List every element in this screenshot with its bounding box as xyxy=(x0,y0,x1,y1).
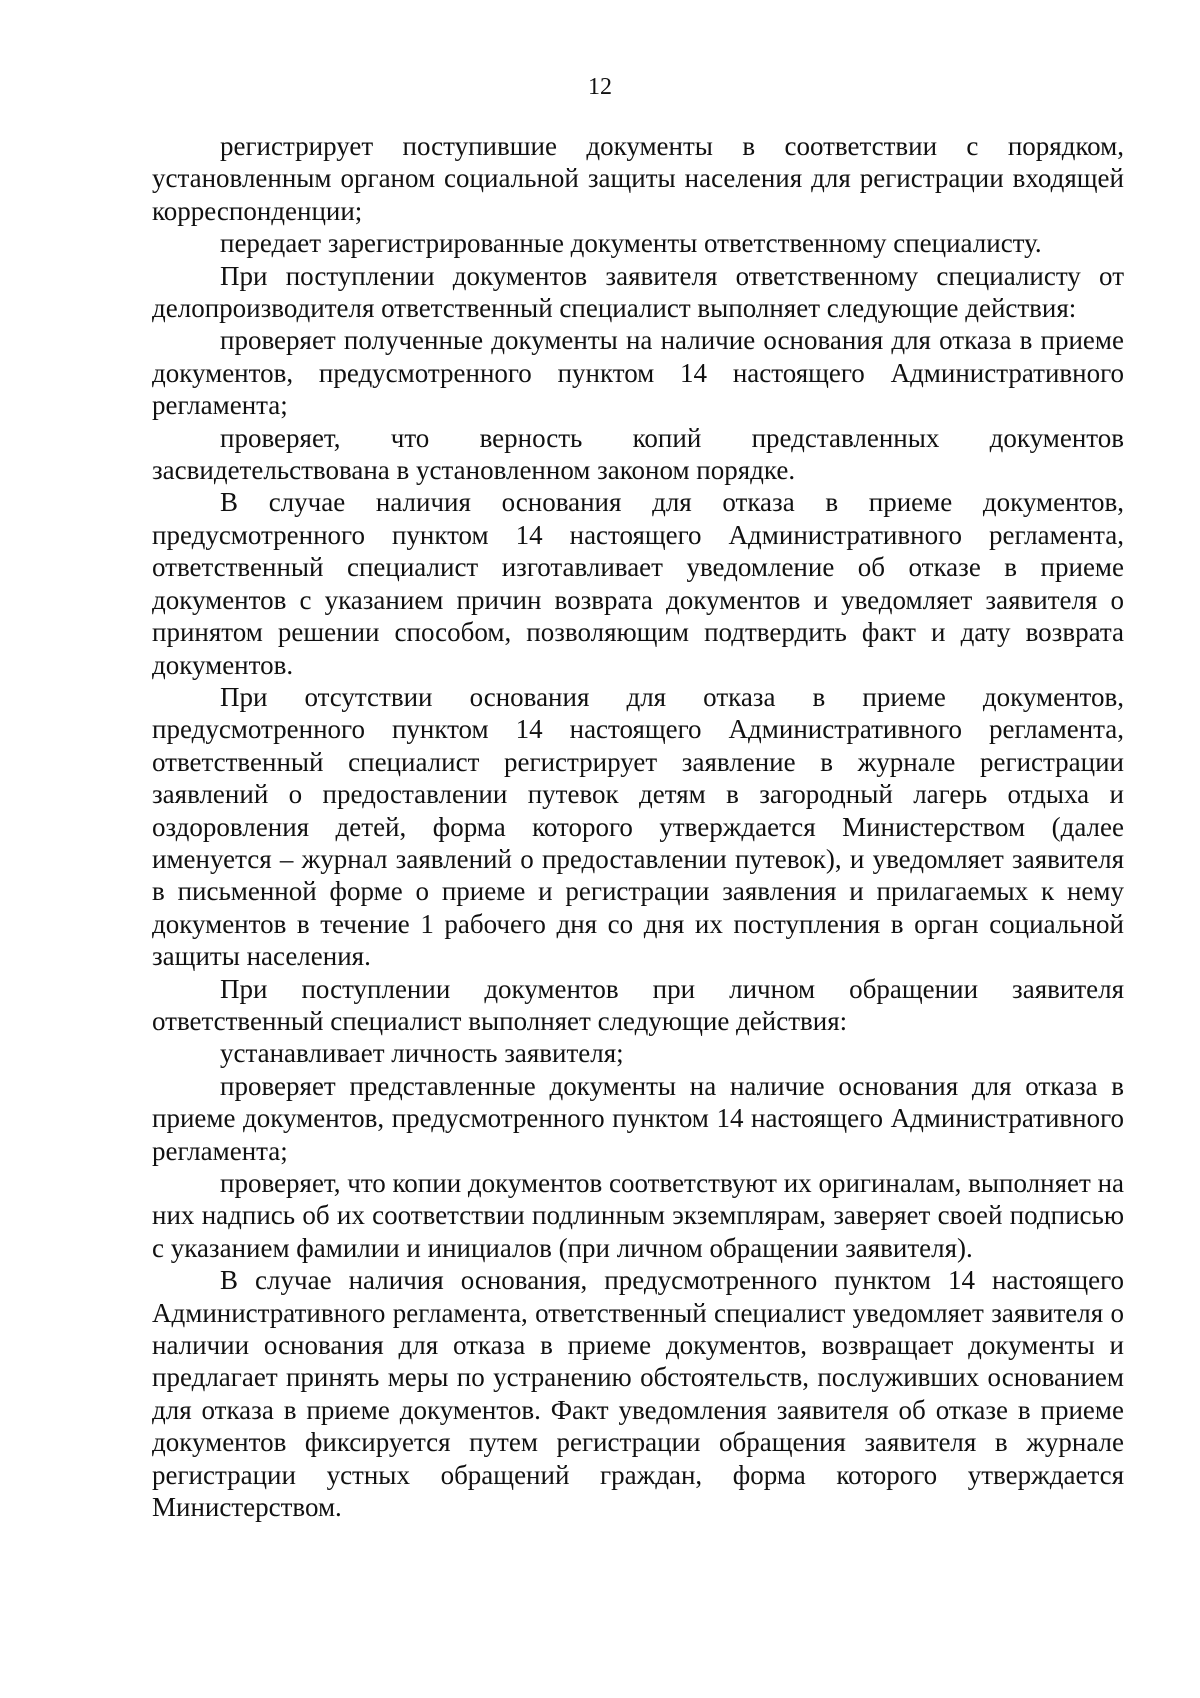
paragraph-certifies-copies: проверяет, что копии документов соответствуют их оригиналам, выполняет на них надпись об их соответствии подлинным экземплярам, заверяет своей подписью с указанием фамилии и инициалов (при личном обращении заявителя). xyxy=(152,1168,1124,1263)
paragraph-specialist-actions: При поступлении документов заявителя ответственному специалисту от делопроизводителя ответственный специалист выполняет следующие действия: xyxy=(152,260,1124,324)
document-body xyxy=(152,130,1124,1523)
paragraph-checks-copies: проверяет, что верность копий представленных документов засвидетельствована в установленном законом порядке. xyxy=(152,422,1124,486)
paragraph-refusal-returns: В случае наличия основания, предусмотренного пунктом 14 настоящего Административного регламента, ответственный специалист уведомляет заявителя о наличии основания для отказа в приеме документов, возвращает документы и предлагает принять меры по устранению обстоятельств, послуживших основанием для отказа в приеме документов. Факт уведомления заявителя об отказе в приеме документов фиксируется путем регистрации обращения заявителя в журнале регистрации устных обращений граждан, форма которого утверждается Министерством. xyxy=(152,1265,1124,1523)
paragraph-registration-journal: При отсутствии основания для отказа в приеме документов, предусмотренного пунктом 14 настоящего Административного регламента, ответственный специалист регистрирует заявление в журнале регистрации заявлений о предоставлении путевок детям в загородный лагерь отдыха и оздоровления детей, форма которого утверждается Министерством (далее именуется – журнал заявлений о предоставлении путевок), и уведомляет заявителя в письменной форме о приеме и регистрации заявления и прилагаемых к нему документов в течение 1 рабочего дня со дня их поступления в орган социальной защиты населения. xyxy=(152,681,1124,972)
paragraph-identity-check: устанавливает личность заявителя; xyxy=(220,1038,624,1069)
paragraph-personal-visit: При поступлении документов при личном обращении заявителя ответственный специалист выполняет следующие действия: xyxy=(152,973,1124,1036)
paragraph-checks-presented: проверяет представленные документы на наличие основания для отказа в приеме документов, предусмотренного пунктом 14 настоящего Административного регламента; xyxy=(152,1070,1124,1166)
paragraph-registers-documents: регистрирует поступившие документы в соответствии с порядком, установленным органом социальной защиты населения для регистрации входящей корреспонденции; xyxy=(152,131,1124,226)
paragraph-transfers-documents: передает зарегистрированные документы ответственному специалисту. xyxy=(220,228,1042,259)
page-number: 12 xyxy=(588,74,612,100)
paragraph-refusal-notice: В случае наличия основания для отказа в приеме документов, предусмотренного пунктом 14 настоящего Административного регламента, ответственный специалист изготавливает уведомление об отказе в приеме документов с указанием причин возврата документов и уведомляет заявителя о принятом решении способом, позволяющим подтвердить факт и дату возврата документов. xyxy=(152,487,1124,680)
paragraph-checks-grounds: проверяет полученные документы на наличие основания для отказа в приеме документов, предусмотренного пунктом 14 настоящего Административного регламента; xyxy=(152,325,1124,421)
